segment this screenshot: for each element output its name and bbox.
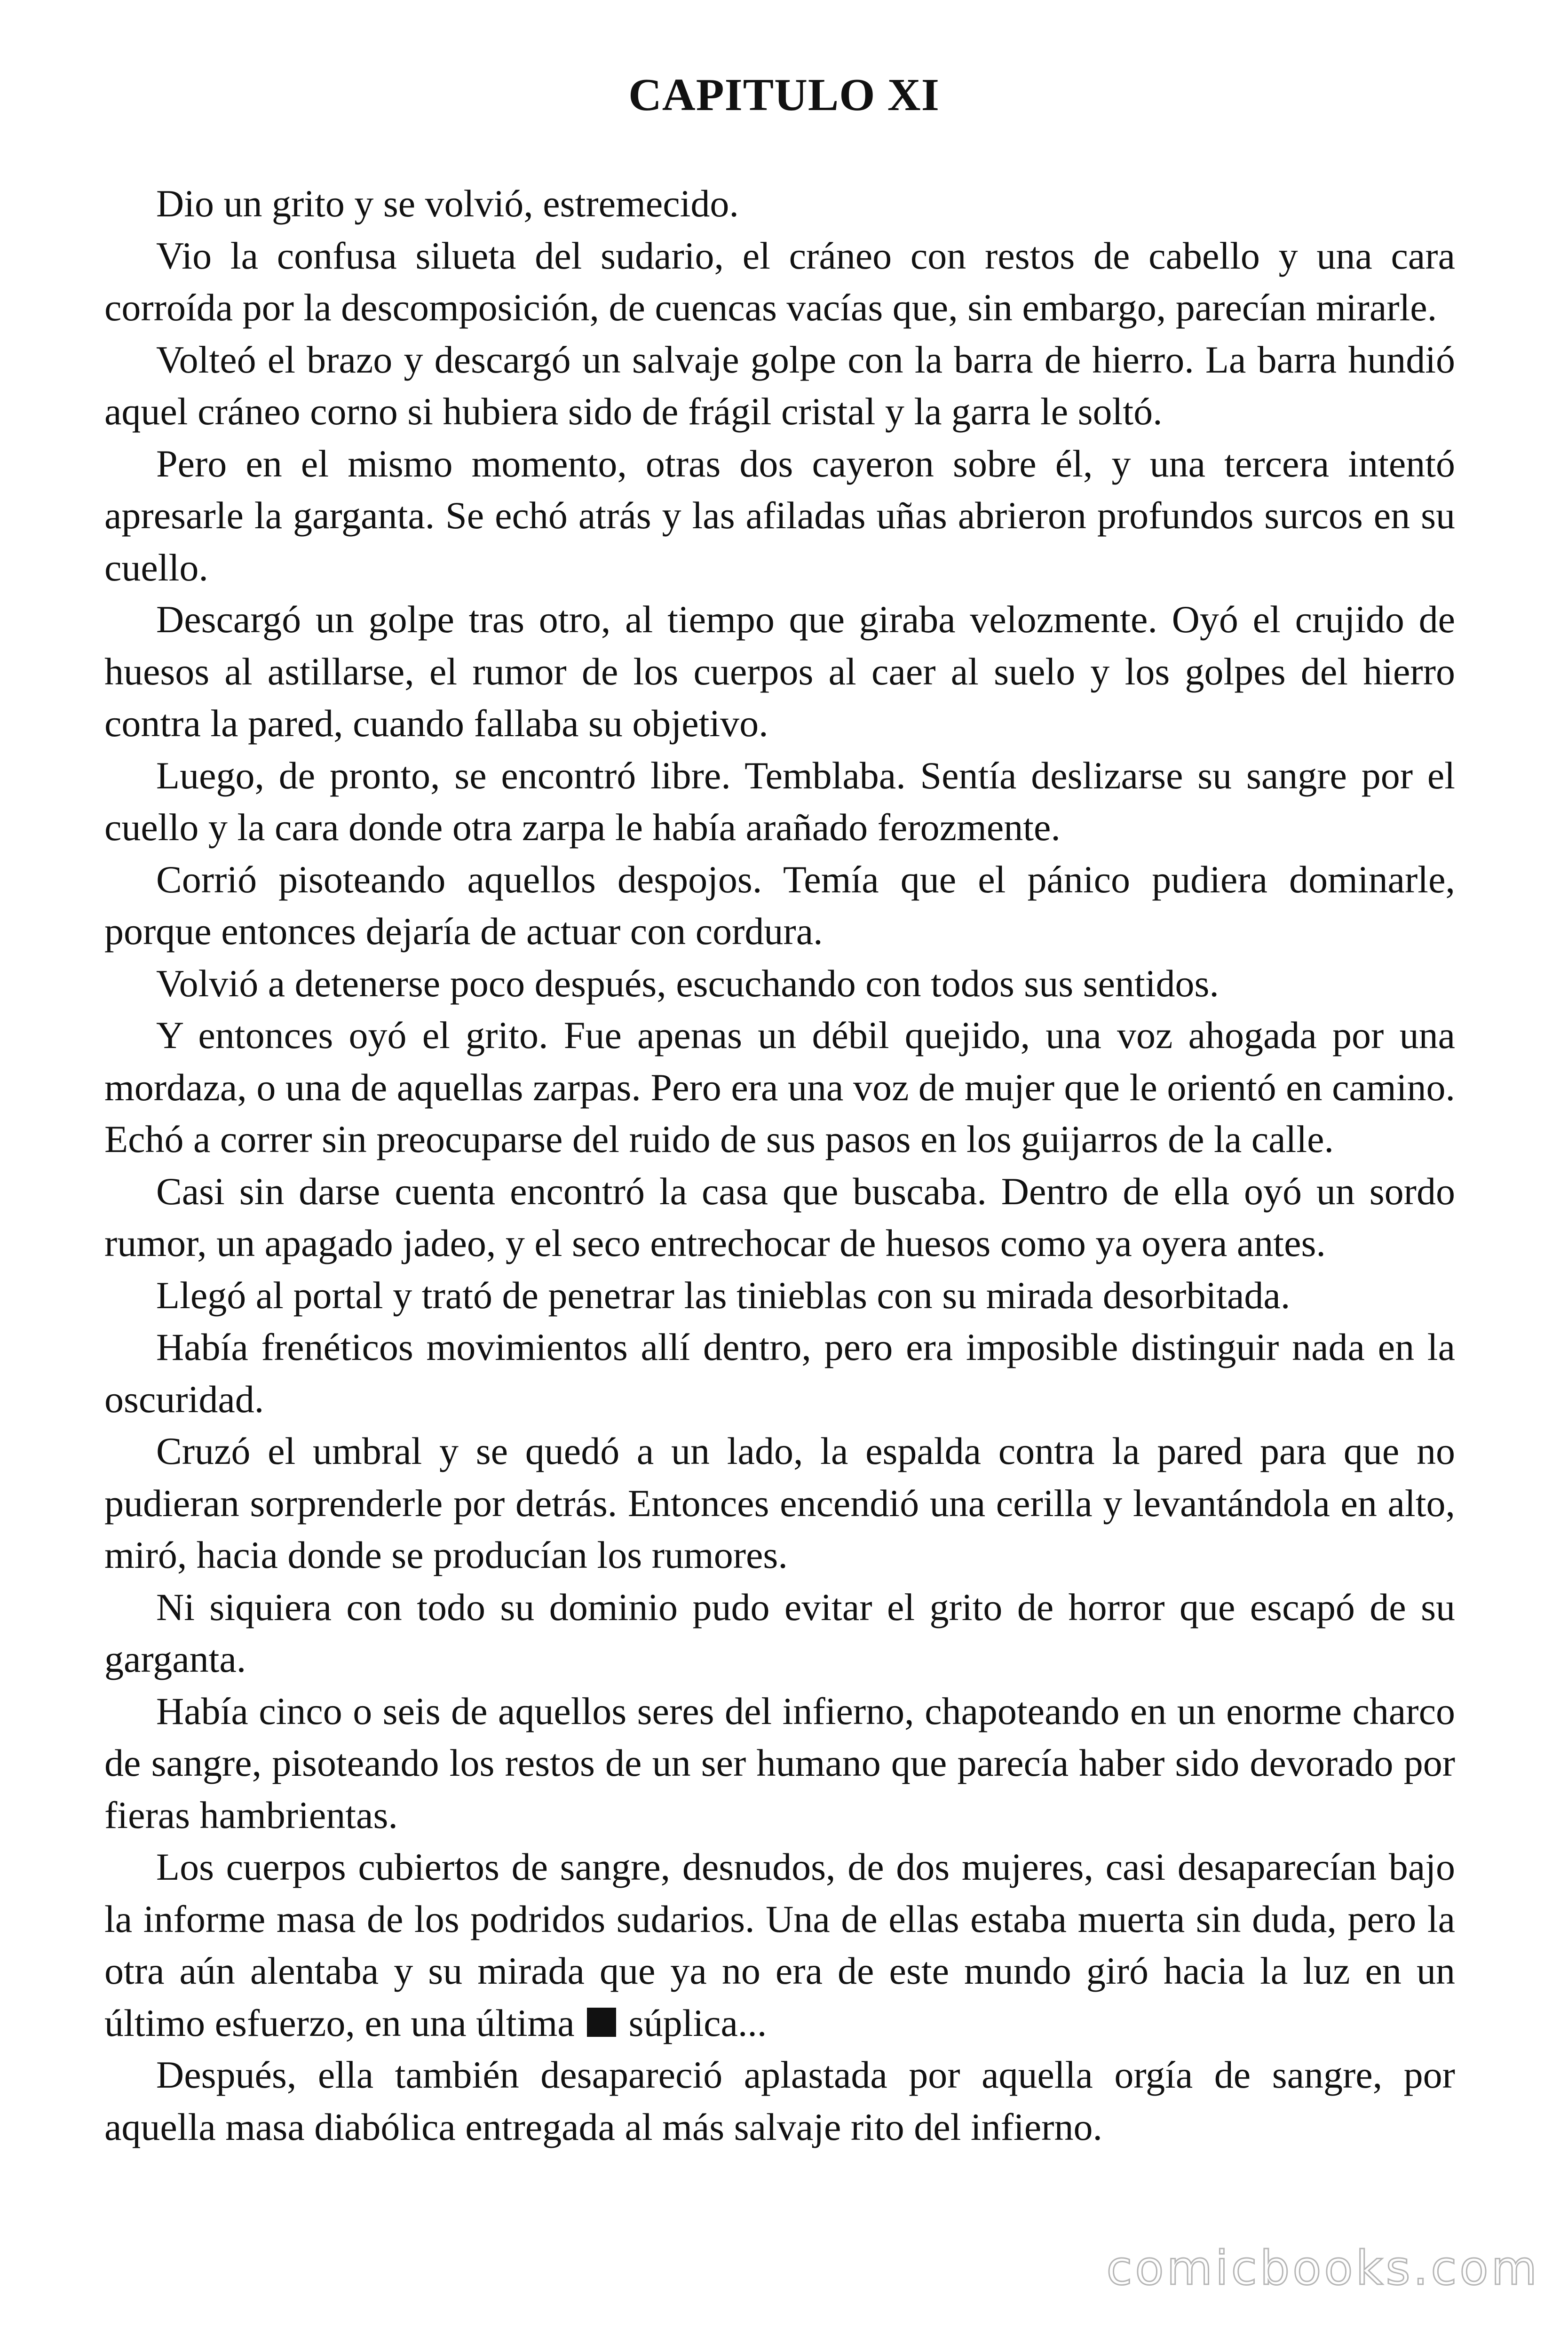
paragraph: Pero en el mismo momento, otras dos cayeron sobre él, y una tercera intentó apresarle la garganta. Se echó atrás y las afiladas uñas abrieron profundos surcos en su cuello. — [104, 442, 1455, 589]
chapter-title: CAPITULO XI — [628, 70, 940, 120]
paragraph: Ni siquiera con todo su dominio pudo evitar el grito de horror que escapó de su garganta. — [104, 1585, 1455, 1680]
paragraph-text-before: Los cuerpos cubiertos de sangre, desnudos, de dos mujeres, casi desaparecían bajo la informe masa de los podridos sudarios. Una de ellas estaba muerta sin duda, pero la otra aún alentaba y su mirada que ya no era de este mundo giró hacia la luz en un último esfuerzo, en una última — [104, 1845, 1455, 2044]
paragraph: Casi sin darse cuenta encontró la casa que buscaba. Dentro de ella oyó un sordo rumor, un apagado jadeo, y el seco entrechocar de huesos como ya oyera antes. — [104, 1169, 1455, 1264]
text-body — [104, 178, 1455, 2153]
paragraph: Descargó un golpe tras otro, al tiempo que giraba velozmente. Oyó el crujido de huesos al astillarse, el rumor de los cuerpos al caer al suelo y los golpes del hierro contra la pared, cuando fallaba su objetivo. — [104, 598, 1455, 745]
paragraph: Y entonces oyó el grito. Fue apenas un débil quejido, una voz ahogada por una mordaza, o una de aquellas zarpas. Pero era una voz de mujer que le orientó en camino. Echó a correr sin preocuparse del ruido de sus pasos en los guijarros de la calle. — [104, 1014, 1455, 1160]
paragraph-text-after: súplica... — [628, 2001, 767, 2044]
paragraph: Volteó el brazo y descargó un salvaje golpe con la barra de hierro. La barra hundió aquel cráneo corno si hubiera sido de frágil cristal y la garra le soltó. — [104, 338, 1455, 433]
paragraph: Llegó al portal y trató de penetrar las tinieblas con su mirada desorbitada. — [156, 1273, 1291, 1317]
paragraph: Vio la confusa silueta del sudario, el cráneo con restos de cabello y una cara corroída por la descomposición, de cuencas vacías que, sin embargo, parecían mirarle. — [104, 234, 1455, 329]
paragraph: Había frenéticos movimientos allí dentro, pero era imposible distinguir nada en la oscuridad. — [104, 1326, 1455, 1421]
paragraph: Después, ella también desapareció aplastada por aquella orgía de sangre, por aquella masa diabólica entregada al más salvaje rito del infierno. — [104, 2053, 1455, 2148]
paragraph: Volvió a detenerse poco después, escuchando con todos sus sentidos. — [156, 961, 1219, 1005]
watermark: comicbooks.com — [1106, 2241, 1540, 2296]
paragraph: Había cinco o seis de aquellos seres del infierno, chapoteando en un enorme charco de sangre, pisoteando los restos de un ser humano que parecía haber sido devorado por fieras hambrientas. — [104, 1689, 1455, 1836]
paragraph-with-square — [104, 1841, 1455, 2049]
paragraph: Cruzó el umbral y se quedó a un lado, la espalda contra la pared para que no pudieran sorprenderle por detrás. Entonces encendió una cerilla y levantándola en alto, miró, hacia donde se producían los rumores. — [104, 1430, 1455, 1576]
paragraph: Dio un grito y se volvió, estremecido. — [156, 182, 739, 225]
paragraph: Luego, de pronto, se encontró libre. Temblaba. Sentía deslizarse su sangre por el cuello y la cara donde otra zarpa le había arañado ferozmente. — [104, 754, 1455, 849]
paragraph: Corrió pisoteando aquellos despojos. Temía que el pánico pudiera dominarle, porque entonces dejaría de actuar con cordura. — [104, 858, 1455, 953]
black-square-icon — [587, 2008, 616, 2037]
